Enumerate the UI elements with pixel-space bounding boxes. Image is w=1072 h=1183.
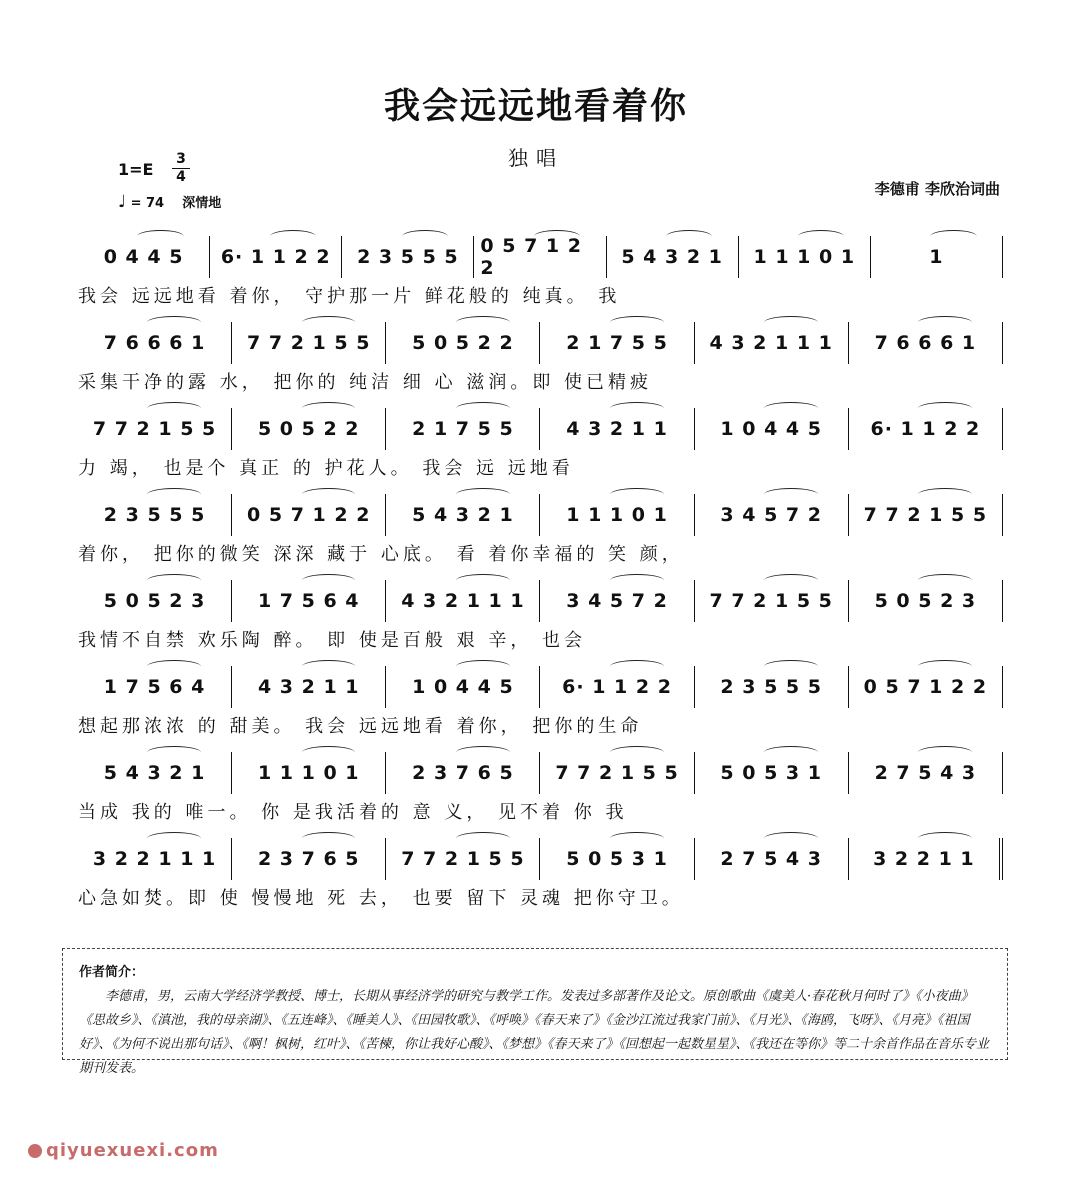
notation-row — [78, 236, 1003, 278]
slur-mark — [302, 660, 356, 673]
notation-row — [78, 752, 1003, 794]
slur-mark — [918, 746, 972, 759]
measure: 1 7 5 6 4 — [232, 580, 386, 622]
slur-mark — [764, 660, 818, 673]
meter-bottom: 4 — [176, 169, 186, 185]
slur-mark — [456, 574, 510, 587]
author-bio-box — [62, 948, 1008, 1076]
measure: 5 4 3 2 1 — [607, 236, 739, 278]
measure: 2 1 7 5 5 — [540, 322, 694, 364]
lyrics-row: 我会 远远地看 着你， 守护那一片 鲜花般的 纯真。 我 — [78, 286, 621, 307]
slur-mark — [137, 230, 183, 243]
slur-mark — [147, 660, 201, 673]
staff-line — [78, 580, 1003, 655]
slur-mark — [798, 230, 844, 243]
slur-mark — [610, 488, 664, 501]
measure: 5 0 5 3 1 — [540, 838, 694, 880]
slur-mark — [764, 574, 818, 587]
measure: 5 0 5 2 3 — [78, 580, 232, 622]
slur-mark — [147, 402, 201, 415]
slur-mark — [666, 230, 712, 243]
slur-mark — [610, 832, 664, 845]
staff-line — [78, 236, 1003, 311]
tempo-marking — [118, 192, 221, 212]
site-watermark — [28, 1140, 219, 1161]
measure: 5 0 5 2 2 — [232, 408, 386, 450]
lyrics-row: 想起那浓浓 的 甜美。 我会 远远地看 着你， 把你的生命 — [78, 716, 643, 737]
measure: 6· 1 1 2 2 — [849, 408, 1003, 450]
watermark-text: qiyuexuexi.com — [46, 1140, 219, 1161]
measure: 5 4 3 2 1 — [386, 494, 540, 536]
measure: 2 3 5 5 5 — [695, 666, 849, 708]
slur-mark — [302, 574, 356, 587]
measure: 2 7 5 4 3 — [695, 838, 849, 880]
slur-mark — [918, 488, 972, 501]
measure: 6· 1 1 2 2 — [540, 666, 694, 708]
slur-mark — [147, 574, 201, 587]
slur-mark — [302, 402, 356, 415]
slur-mark — [610, 574, 664, 587]
measure: 7 7 2 1 5 5 — [386, 838, 540, 880]
notation-row — [78, 838, 1003, 880]
slur-mark — [147, 488, 201, 501]
measure: 1 0 4 4 5 — [386, 666, 540, 708]
notation-row — [78, 494, 1003, 536]
lyrics-row: 心急如焚。即 使 慢慢地 死 去， 也要 留下 灵魂 把你守卫。 — [78, 888, 684, 909]
measure: 2 3 5 5 5 — [342, 236, 474, 278]
lyrics-row: 当成 我的 唯一。 你 是我活着的 意 义， 见不着 你 我 — [78, 802, 628, 823]
measure: 5 0 5 3 1 — [695, 752, 849, 794]
measure: 5 0 5 2 2 — [386, 322, 540, 364]
measure: 2 3 5 5 5 — [78, 494, 232, 536]
measure: 2 3 7 6 5 — [386, 752, 540, 794]
key-signature: 1=E — [118, 160, 154, 179]
slur-mark — [147, 832, 201, 845]
slur-mark — [764, 746, 818, 759]
notation-row — [78, 322, 1003, 364]
slur-mark — [764, 316, 818, 329]
slur-mark — [918, 832, 972, 845]
measure: 7 7 2 1 5 5 — [78, 408, 232, 450]
slur-mark — [764, 832, 818, 845]
slur-mark — [764, 488, 818, 501]
slur-mark — [918, 660, 972, 673]
measure: 4 3 2 1 1 1 — [695, 322, 849, 364]
slur-mark — [456, 402, 510, 415]
slur-mark — [147, 746, 201, 759]
measure: 2 3 7 6 5 — [232, 838, 386, 880]
measure: 7 7 2 1 5 5 — [232, 322, 386, 364]
slur-mark — [402, 230, 448, 243]
measure: 7 6 6 6 1 — [849, 322, 1003, 364]
staff-line — [78, 322, 1003, 397]
measure: 0 5 7 1 2 2 — [232, 494, 386, 536]
bio-text: 李德甫，男，云南大学经济学教授、博士，长期从事经济学的研究与教学工作。发表过多部著作及论文。原创歌曲《虞美人·春花秋月何时了》《小夜曲》《思故乡》、《滇池，我的母亲湖》、《五连峰》、《睡美人》、《田园牧歌》、《呼唤》《春天来了》《金沙江流过我家门前》、《月光》、《海鸥，飞呀》、《月亮》《祖国好》、《为何不说出那句话》、《啊！枫树，红叶》、《苦楝，你让我好心酸》、《梦想》《春天来了》《回想起一起数星星》、《我还在等你》等二十余首作品在音乐专业期刊发表。 — [79, 989, 990, 1076]
slur-mark — [456, 316, 510, 329]
watermark-logo-icon — [28, 1144, 42, 1158]
measure: 1 1 1 0 1 — [232, 752, 386, 794]
slur-mark — [456, 488, 510, 501]
measure: 5 4 3 2 1 — [78, 752, 232, 794]
time-signature — [172, 152, 190, 185]
notation-row — [78, 408, 1003, 450]
slur-mark — [918, 402, 972, 415]
measure: 7 7 2 1 5 5 — [540, 752, 694, 794]
lyrics-row: 我情不自禁 欢乐陶 醉。 即 使是百般 艰 辛， 也会 — [78, 630, 587, 651]
measure: 2 1 7 5 5 — [386, 408, 540, 450]
measure: 5 0 5 2 3 — [849, 580, 1003, 622]
staff-line — [78, 408, 1003, 483]
notation-row — [78, 666, 1003, 708]
slur-mark — [456, 746, 510, 759]
measure: 2 7 5 4 3 — [849, 752, 1003, 794]
slur-mark — [918, 316, 972, 329]
slur-mark — [534, 230, 580, 243]
measure: 0 5 7 1 2 2 — [849, 666, 1003, 708]
slur-mark — [610, 660, 664, 673]
measure: 0 5 7 1 2 2 — [474, 236, 606, 278]
slur-mark — [456, 660, 510, 673]
measure: 7 6 6 6 1 — [78, 322, 232, 364]
slur-mark — [764, 402, 818, 415]
staff-line — [78, 666, 1003, 741]
measure: 7 7 2 1 5 5 — [695, 580, 849, 622]
measure: 1 1 1 0 1 — [739, 236, 871, 278]
slur-mark — [918, 574, 972, 587]
lyrics-row: 着你， 把你的微笑 深深 藏于 心底。 看 着你幸福的 笑 颜， — [78, 544, 684, 565]
page-title: 我会远远地看着你 — [383, 86, 688, 127]
page-subtitle: 独唱 — [508, 146, 564, 170]
measure: 1 — [871, 236, 1003, 278]
lyrics-row: 采集干净的露 水， 把你的 纯洁 细 心 滋润。即 使已精疲 — [78, 372, 653, 393]
expression-mark: 深情地 — [182, 196, 222, 211]
measure: 1 7 5 6 4 — [78, 666, 232, 708]
staff-line — [78, 752, 1003, 827]
slur-mark — [302, 488, 356, 501]
measure: 1 0 4 4 5 — [695, 408, 849, 450]
measure: 4 3 2 1 1 — [232, 666, 386, 708]
staff-line — [78, 838, 1003, 913]
lyrics-row: 力 竭， 也是个 真正 的 护花人。 我会 远 远地看 — [78, 458, 574, 479]
slur-mark — [610, 746, 664, 759]
slur-mark — [930, 230, 976, 243]
measure: 0 4 4 5 — [78, 236, 210, 278]
measure: 4 3 2 1 1 1 — [386, 580, 540, 622]
meter-top: 3 — [176, 151, 186, 167]
measure: 3 2 2 1 1 1 — [78, 838, 232, 880]
slur-mark — [302, 832, 356, 845]
measure: 6· 1 1 2 2 — [210, 236, 342, 278]
measure: 1 1 1 0 1 — [540, 494, 694, 536]
measure: 7 7 2 1 5 5 — [849, 494, 1003, 536]
composer-credits: 李德甫 李欣治词曲 — [874, 180, 1000, 198]
measure: 3 2 2 1 1 — [849, 838, 1003, 880]
slur-mark — [147, 316, 201, 329]
slur-mark — [610, 316, 664, 329]
measure: 4 3 2 1 1 — [540, 408, 694, 450]
measure: 3 4 5 7 2 — [695, 494, 849, 536]
tempo-value: = 74 — [130, 196, 165, 211]
measure: 3 4 5 7 2 — [540, 580, 694, 622]
slur-mark — [610, 402, 664, 415]
slur-mark — [302, 746, 356, 759]
slur-mark — [270, 230, 316, 243]
bio-heading: 作者简介： — [79, 965, 145, 980]
notation-row — [78, 580, 1003, 622]
slur-mark — [456, 832, 510, 845]
quarter-note-icon: ♩ — [118, 192, 127, 212]
slur-mark — [302, 316, 356, 329]
staff-line — [78, 494, 1003, 569]
